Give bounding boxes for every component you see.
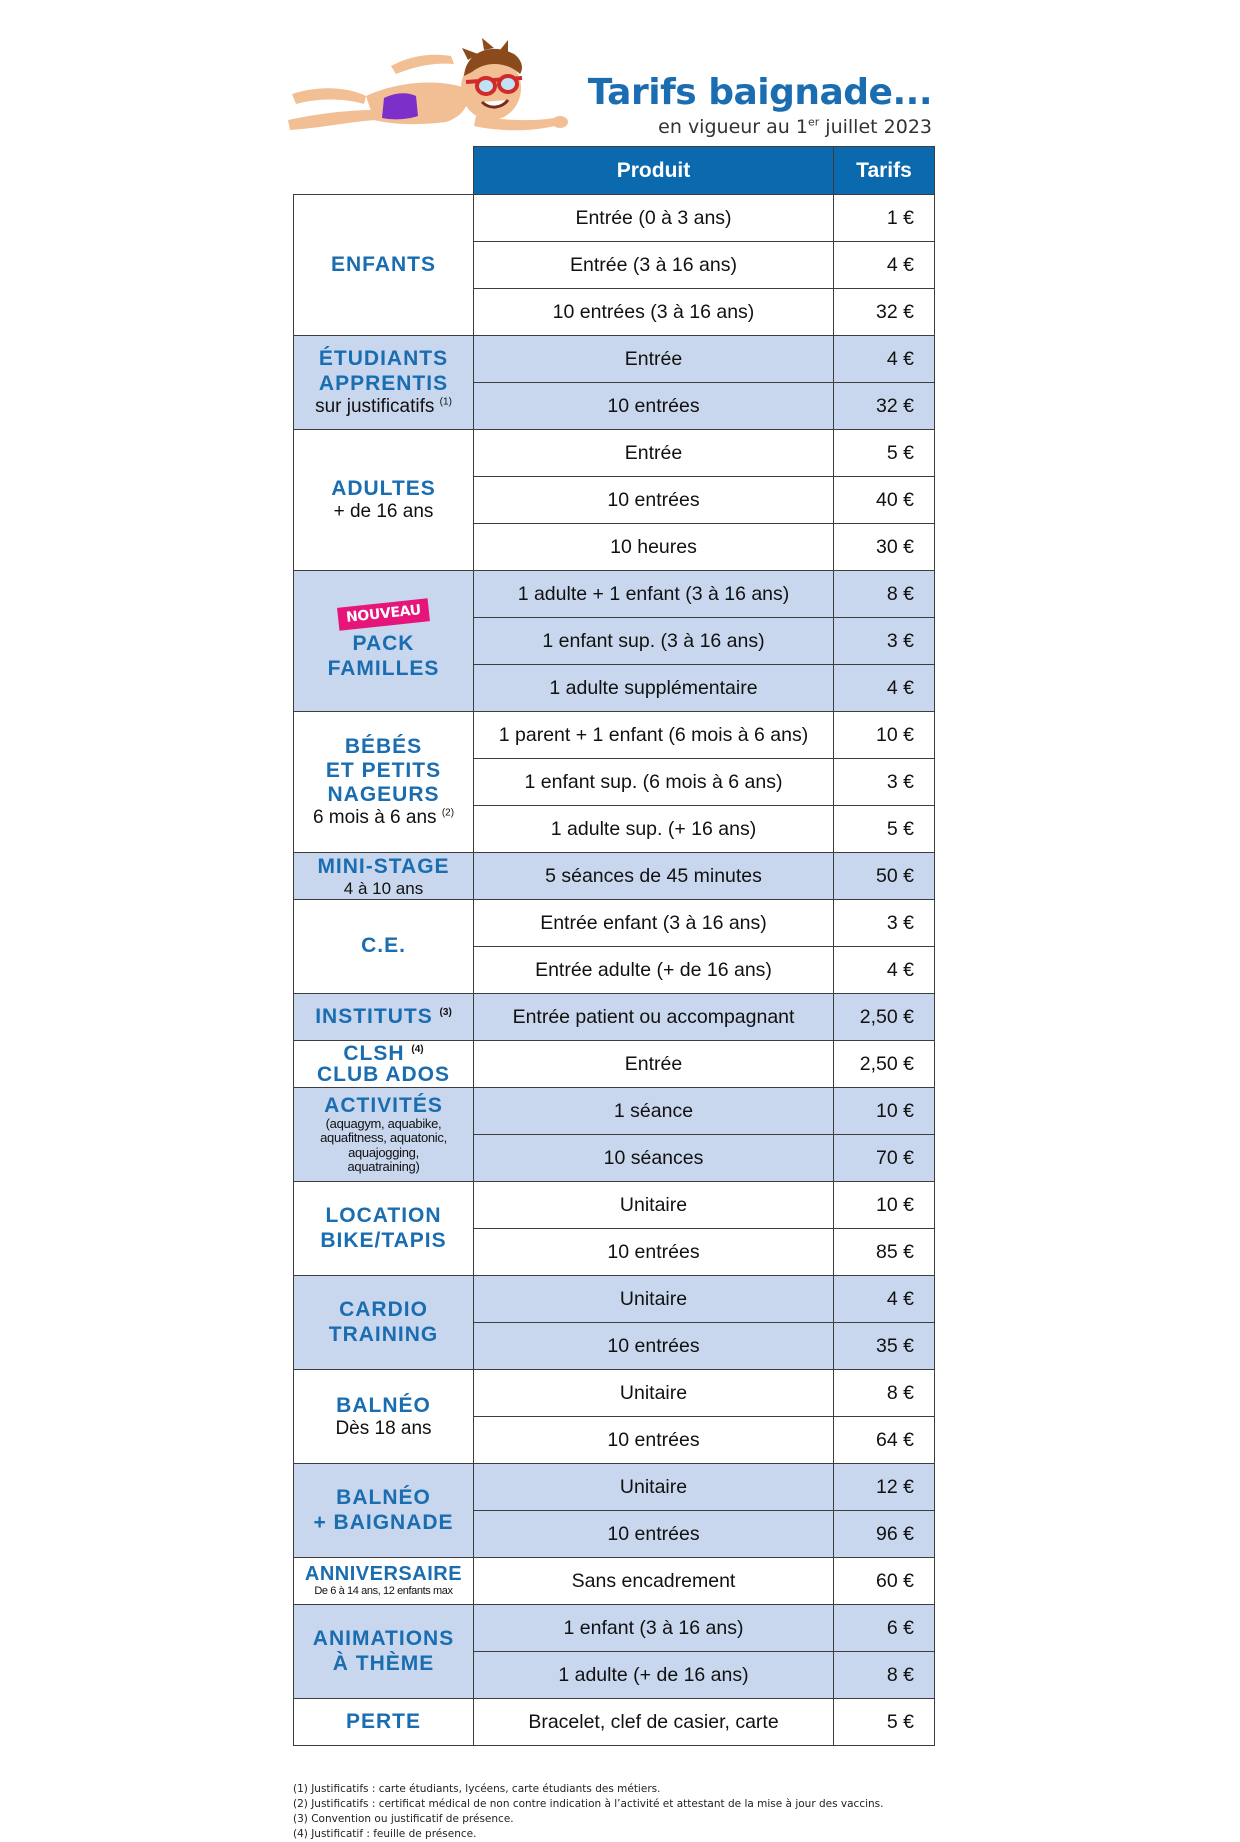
price-cell: 70 € [834, 1135, 935, 1182]
price-cell: 8 € [834, 1652, 935, 1699]
product-cell: 10 entrées [474, 1229, 834, 1276]
price-cell: 30 € [834, 524, 935, 571]
table-row [294, 712, 935, 759]
product-cell: Entrée [474, 430, 834, 477]
category-cardio-training: CARDIO TRAINING [294, 1276, 474, 1370]
price-cell: 10 € [834, 1088, 935, 1135]
price-cell: 4 € [834, 242, 935, 289]
price-cell: 35 € [834, 1323, 935, 1370]
price-cell: 5 € [834, 806, 935, 853]
product-cell: 1 adulte sup. (+ 16 ans) [474, 806, 834, 853]
product-cell: Unitaire [474, 1182, 834, 1229]
product-cell: Entrée (3 à 16 ans) [474, 242, 834, 289]
column-header-product: Produit [474, 147, 834, 195]
price-cell: 4 € [834, 947, 935, 994]
product-cell: 1 enfant (3 à 16 ans) [474, 1605, 834, 1652]
price-cell: 8 € [834, 1370, 935, 1417]
product-cell: 1 adulte + 1 enfant (3 à 16 ans) [474, 571, 834, 618]
table-row [294, 853, 935, 900]
product-cell: 1 adulte supplémentaire [474, 665, 834, 712]
price-cell: 1 € [834, 195, 935, 242]
table-header-row [294, 147, 935, 195]
price-cell: 8 € [834, 571, 935, 618]
category-pack-familles: NOUVEAU PACK FAMILLES [294, 571, 474, 712]
product-cell: Entrée (0 à 3 ans) [474, 195, 834, 242]
category-ce: C.E. [294, 900, 474, 994]
table-row [294, 1370, 935, 1417]
category-balneo-baignade: BALNÉO + BAIGNADE [294, 1464, 474, 1558]
price-cell: 2,50 € [834, 1041, 935, 1088]
table-row [294, 430, 935, 477]
category-location: LOCATION BIKE/TAPIS [294, 1182, 474, 1276]
product-cell: 10 séances [474, 1135, 834, 1182]
price-cell: 40 € [834, 477, 935, 524]
price-cell: 60 € [834, 1558, 935, 1605]
swimmer-illustration [286, 38, 616, 143]
price-table [293, 146, 935, 1746]
product-cell: Entrée patient ou accompagnant [474, 994, 834, 1041]
table-row [294, 1041, 935, 1088]
footnote: (1) Justificatifs : carte étudiants, lycéens, carte étudiants des métiers. [293, 1783, 661, 1795]
table-row [294, 1182, 935, 1229]
category-balneo: BALNÉO Dès 18 ans [294, 1370, 474, 1464]
product-cell: Unitaire [474, 1276, 834, 1323]
product-cell: Entrée [474, 336, 834, 383]
price-cell: 3 € [834, 618, 935, 665]
price-cell: 3 € [834, 759, 935, 806]
table-row [294, 994, 935, 1041]
product-cell: 1 enfant sup. (6 mois à 6 ans) [474, 759, 834, 806]
column-header-price: Tarifs [834, 147, 935, 195]
product-cell: 10 entrées (3 à 16 ans) [474, 289, 834, 336]
category-anniversaire: ANNIVERSAIRE De 6 à 14 ans, 12 enfants max [294, 1558, 474, 1605]
product-cell: 1 adulte (+ de 16 ans) [474, 1652, 834, 1699]
price-cell: 4 € [834, 1276, 935, 1323]
footnotes [293, 1782, 883, 1842]
product-cell: Entrée adulte (+ de 16 ans) [474, 947, 834, 994]
product-cell: 10 entrées [474, 1323, 834, 1370]
price-cell: 85 € [834, 1229, 935, 1276]
table-row [294, 1605, 935, 1652]
table-row [294, 195, 935, 242]
table-row [294, 1276, 935, 1323]
product-cell: 10 entrées [474, 477, 834, 524]
price-cell: 32 € [834, 289, 935, 336]
category-perte: PERTE [294, 1699, 474, 1746]
product-cell: Entrée enfant (3 à 16 ans) [474, 900, 834, 947]
table-row [294, 1558, 935, 1605]
table-row [294, 900, 935, 947]
product-cell: Unitaire [474, 1464, 834, 1511]
price-cell: 96 € [834, 1511, 935, 1558]
product-cell: Unitaire [474, 1370, 834, 1417]
product-cell: 10 heures [474, 524, 834, 571]
price-cell: 5 € [834, 1699, 935, 1746]
product-cell: 5 séances de 45 minutes [474, 853, 834, 900]
price-cell: 12 € [834, 1464, 935, 1511]
product-cell: Entrée [474, 1041, 834, 1088]
table-row [294, 571, 935, 618]
price-cell: 10 € [834, 712, 935, 759]
price-cell: 64 € [834, 1417, 935, 1464]
page-subtitle: en vigueur au 1er juillet 2023 [658, 115, 932, 138]
table-row [294, 1699, 935, 1746]
category-etudiants: ÉTUDIANTS APPRENTIS sur justificatifs $^{(1)}$ [294, 336, 474, 430]
product-cell: Bracelet, clef de casier, carte [474, 1699, 834, 1746]
category-mini-stage: MINI-STAGE 4 à 10 ans [294, 853, 474, 900]
product-cell: 10 entrées [474, 1417, 834, 1464]
price-cell: 2,50 € [834, 994, 935, 1041]
price-cell: 6 € [834, 1605, 935, 1652]
category-adultes: ADULTES + de 16 ans [294, 430, 474, 571]
footnote: (4) Justificatif : feuille de présence. [293, 1828, 477, 1840]
product-cell: 1 enfant sup. (3 à 16 ans) [474, 618, 834, 665]
table-row [294, 1464, 935, 1511]
category-bebes-nageurs: BÉBÉS ET PETITS NAGEURS 6 mois à 6 ans $^{(2)}$ [294, 712, 474, 853]
category-activites: ACTIVITÉS (aquagym, aquabike, aquafitness, aquatonic, aquajogging, aquatraining) [294, 1088, 474, 1182]
price-cell: 32 € [834, 383, 935, 430]
category-instituts: INSTITUTS $^{(3)}$ [294, 994, 474, 1041]
product-cell: 10 entrées [474, 383, 834, 430]
table-row [294, 1088, 935, 1135]
category-animations: ANIMATIONS À THÈME [294, 1605, 474, 1699]
price-cell: 3 € [834, 900, 935, 947]
product-cell: 1 parent + 1 enfant (6 mois à 6 ans) [474, 712, 834, 759]
footnote: (2) Justificatifs : certificat médical de non contre indication à l’activité et attestant de la mise à jour des vaccins. [293, 1798, 884, 1810]
price-cell: 50 € [834, 853, 935, 900]
price-cell: 5 € [834, 430, 935, 477]
category-enfants: ENFANTS [294, 195, 474, 336]
new-badge: NOUVEAU [337, 599, 430, 631]
product-cell: 10 entrées [474, 1511, 834, 1558]
price-cell: 10 € [834, 1182, 935, 1229]
table-row [294, 336, 935, 383]
product-cell: Sans encadrement [474, 1558, 834, 1605]
price-cell: 4 € [834, 665, 935, 712]
category-clsh: CLSH $^{(4)}$ CLUB ADOS [294, 1041, 474, 1088]
price-cell: 4 € [834, 336, 935, 383]
page-title: Tarifs baignade... [587, 72, 932, 113]
product-cell: 1 séance [474, 1088, 834, 1135]
footnote: (3) Convention ou justificatif de présence. [293, 1813, 514, 1825]
